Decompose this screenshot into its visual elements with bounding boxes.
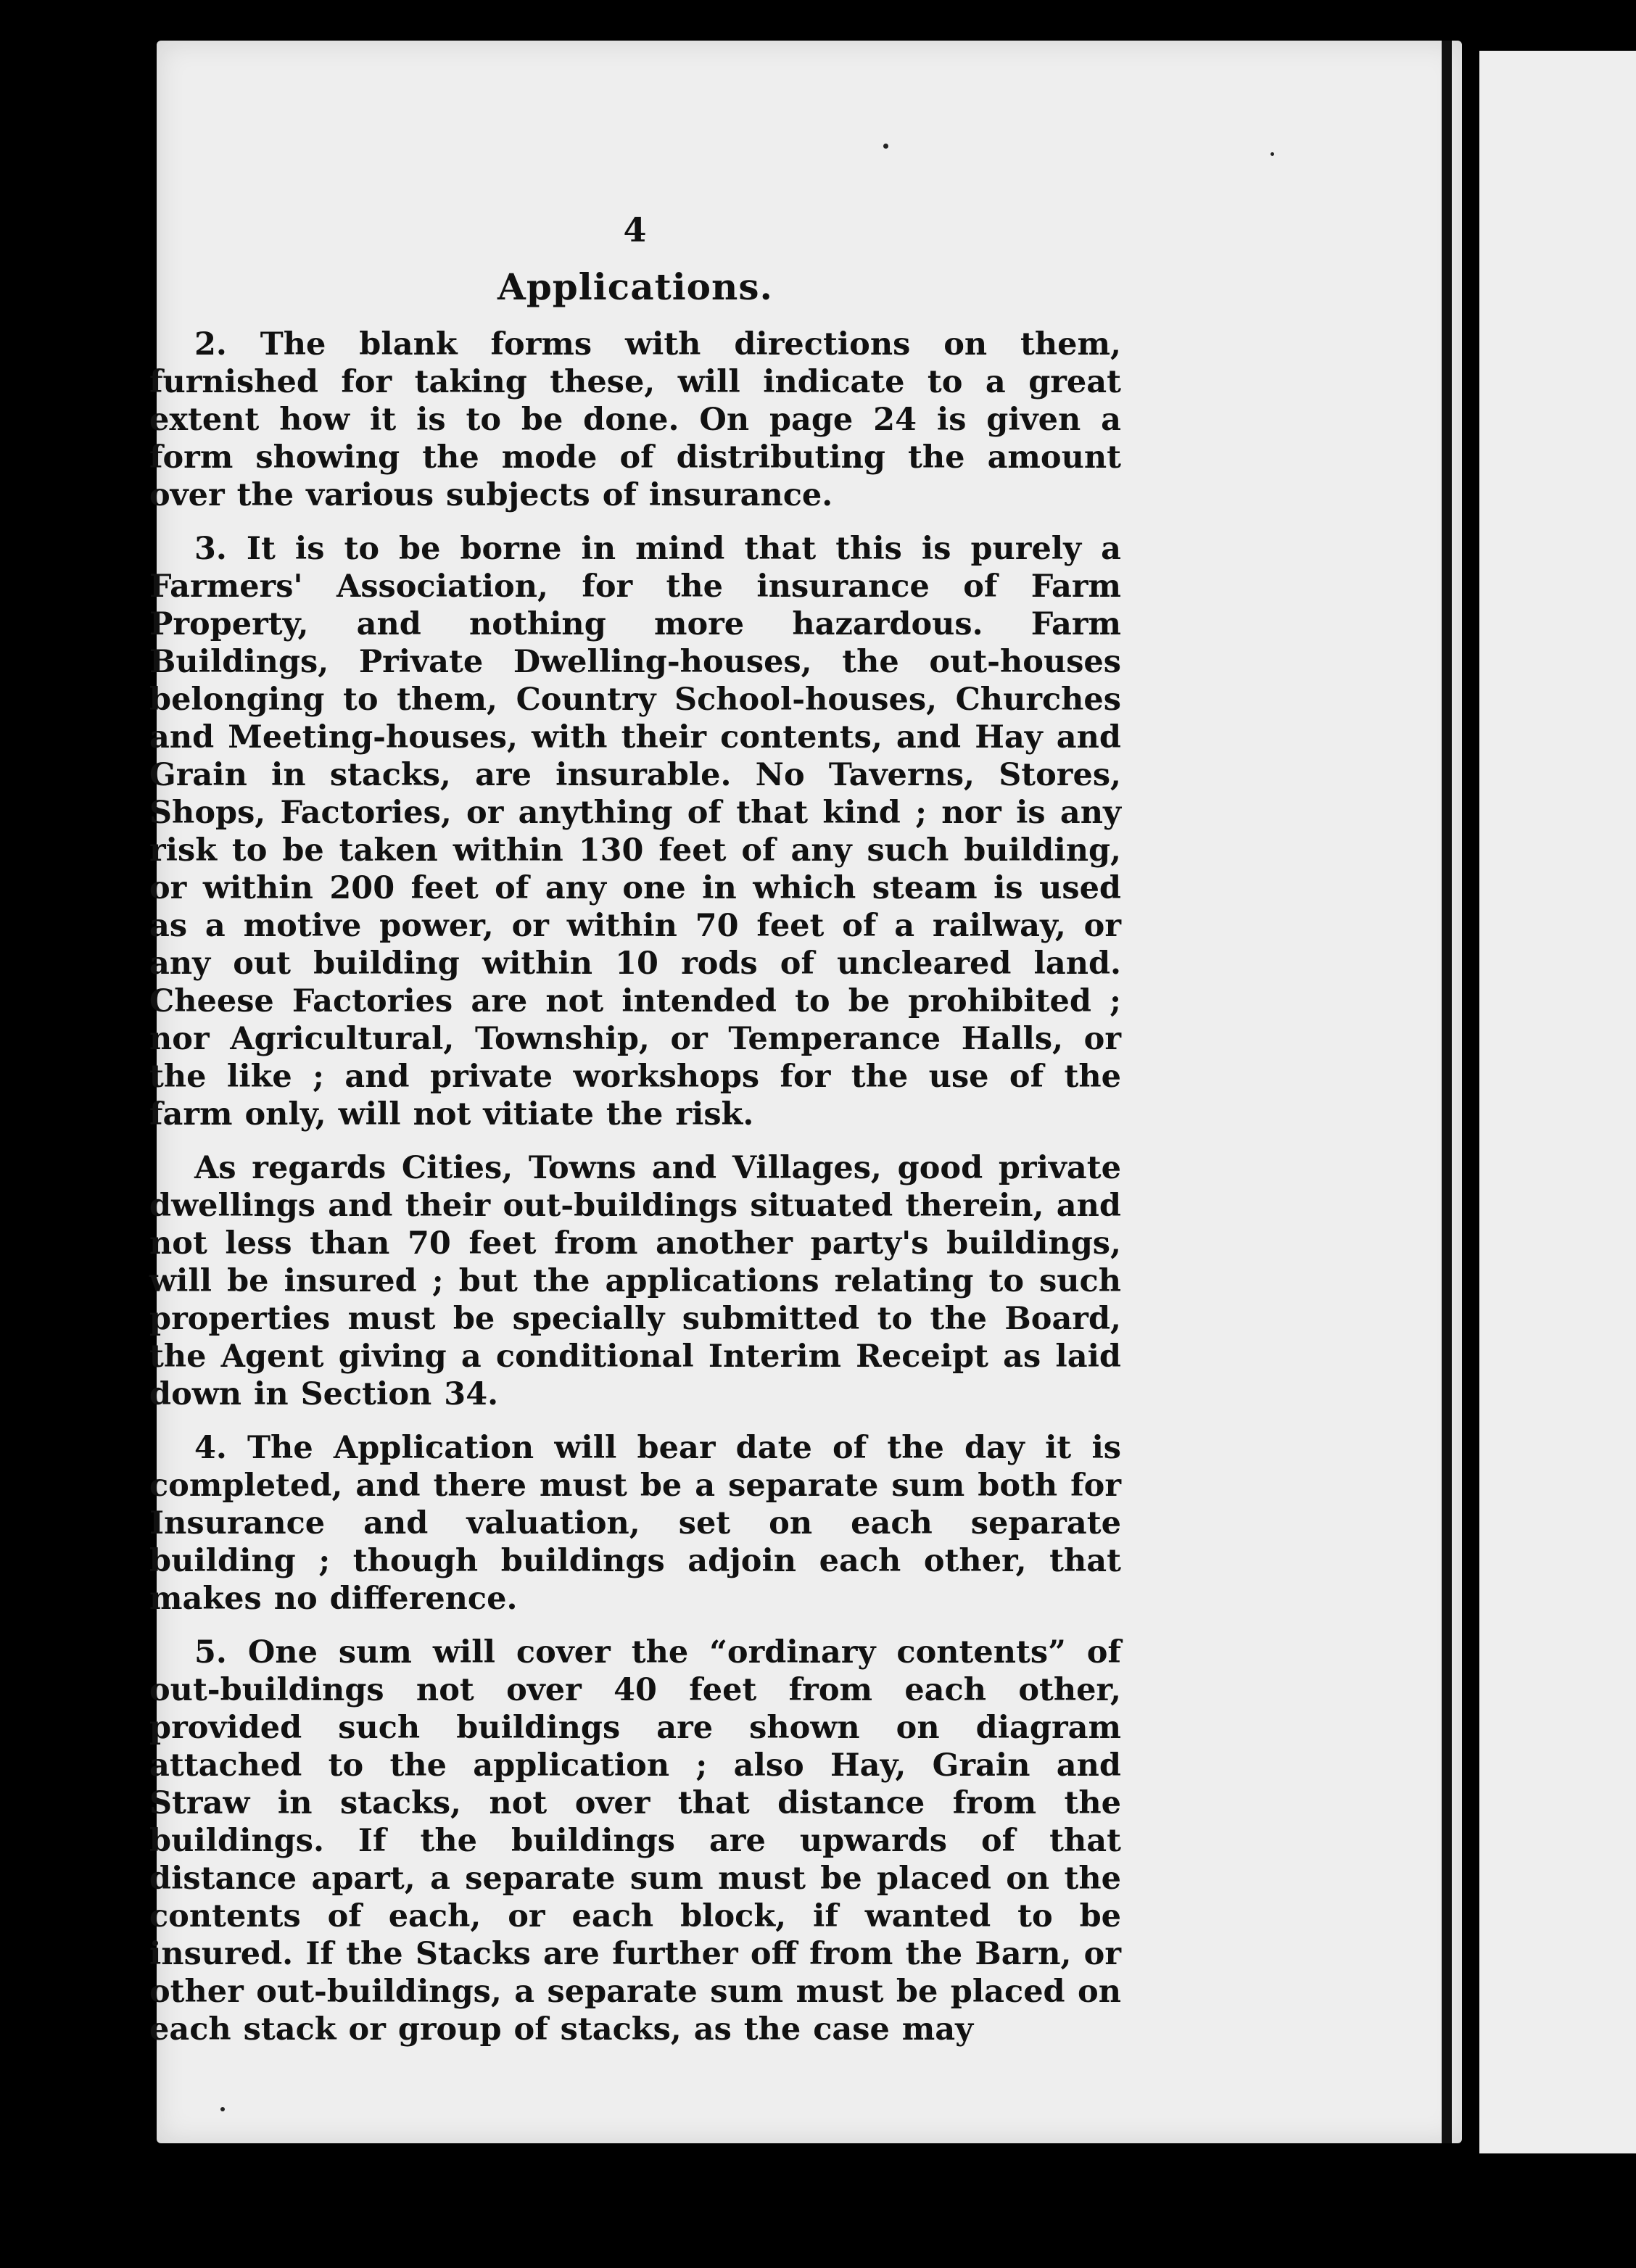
paragraph-4: 4. The Application will bear date of the day it is completed, and there must be a separate sum both for Insurance and valuation, set on each separate building ; though buildings adjoin each other, that makes no difference. xyxy=(149,1430,1121,1617)
scan-speck xyxy=(1271,152,1274,156)
scan-speck xyxy=(220,2107,225,2111)
paragraph-2: 2. The blank forms with directions on them, furnished for taking these, will indicate to a great extent how it is to be done. On page 24 is given a form showing the mode of distributing the amount over the various subjects of insurance. xyxy=(149,326,1121,513)
page-gutter xyxy=(1442,41,1452,2143)
paragraph-cities-towns: As regards Cities, Towns and Villages, good private dwellings and their out-buildings situated therein, and not less than 70 feet from another party's buildings, will be insured ; but the applications relating to such properties must be specially submitted to the Board, the Agent giving a conditional Interim Receipt as laid down in Section 34. xyxy=(149,1150,1121,1412)
adjacent-page-edge xyxy=(1479,51,1636,2153)
scan-speck xyxy=(883,144,888,149)
page-content xyxy=(149,210,1121,2064)
page-number: 4 xyxy=(623,210,648,249)
paragraph-5: 5. One sum will cover the “ordinary contents” of out-buildings not over 40 feet from each other, provided such buildings are shown on diagram attached to the application ; also Hay, Grain and Straw in stacks, not over that distance from the buildings. If the buildings are upwards of that distance apart, a separate sum must be placed on the contents of each, or each block, if wanted to be insured. If the Stacks are further off from the Barn, or other out-buildings, a separate sum must be placed on each stack or group of stacks, as the case may xyxy=(149,1634,1121,2048)
section-heading: Applications. xyxy=(497,265,773,308)
paragraph-3: 3. It is to be borne in mind that this is purely a Farmers' Association, for the insurance of Farm Property, and nothing more hazardous. Farm Buildings, Private Dwelling-houses, the out-houses belonging to them, Country School-houses, Churches and Meeting-houses, with their contents, and Hay and Grain in stacks, are insurable. No Taverns, Stores, Shops, Factories, or anything of that kind ; nor is any risk to be taken within 130 feet of any such building, or within 200 feet of any one in which steam is used as a motive power, or within 70 feet of a railway, or any out building within 10 rods of uncleared land. Cheese Factories are not intended to be prohibited ; nor Agricultural, Township, or Temperance Halls, or the like ; and private workshops for the use of the farm only, will not vitiate the risk. xyxy=(149,531,1121,1133)
